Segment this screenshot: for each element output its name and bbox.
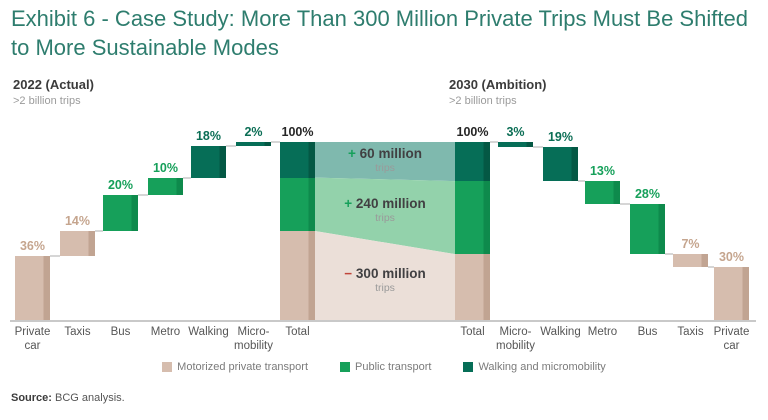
flow-unit: trips bbox=[375, 282, 395, 295]
legend-label: Walking and micromobility bbox=[478, 361, 606, 373]
exhibit-title: Exhibit 6 - Case Study: More Than 300 Million Private Trips Must Be Shifted to More Sustainable Modes bbox=[11, 6, 748, 60]
axis-label-2022-walking: Walking bbox=[188, 326, 229, 338]
right-chart-subtitle: >2 billion trips bbox=[449, 95, 517, 107]
flow-label-motorized bbox=[315, 266, 455, 294]
left-chart-subtitle: >2 billion trips bbox=[13, 95, 81, 107]
x-axis-line bbox=[10, 320, 756, 322]
bar-2022-metro bbox=[148, 178, 183, 196]
value-label-2022-walking: 18% bbox=[195, 128, 222, 143]
connector-line bbox=[226, 145, 236, 147]
value-label-2022-private-car: 36% bbox=[19, 238, 46, 253]
flow-amount bbox=[315, 196, 455, 211]
value-label-2030-taxis: 7% bbox=[681, 237, 700, 252]
value-label-2030-metro: 13% bbox=[589, 164, 616, 179]
axis-label-2022-taxis: Taxis bbox=[64, 326, 91, 338]
walking-swatch bbox=[463, 362, 473, 372]
axis-label-2022-total: Total bbox=[285, 326, 310, 338]
bar-2022-total bbox=[280, 142, 315, 178]
public-swatch bbox=[340, 362, 350, 372]
chart-legend bbox=[0, 361, 768, 373]
flow-label-walking bbox=[315, 146, 455, 174]
flow-sign: + bbox=[348, 145, 360, 161]
bar-2022-private-car bbox=[15, 256, 50, 320]
bar-2030-total bbox=[455, 254, 490, 320]
value-label-2022-taxis: 14% bbox=[64, 214, 91, 228]
legend-label: Public transport bbox=[355, 361, 432, 373]
left-chart-year: 2022 (Actual) bbox=[13, 77, 94, 92]
flow-label-public bbox=[315, 196, 455, 224]
axis-label-2022-private-car: Private car bbox=[14, 326, 51, 352]
connector-line bbox=[665, 253, 673, 255]
bar-2022-taxis bbox=[60, 231, 95, 256]
bar-2022-total bbox=[280, 178, 315, 231]
flow-amount bbox=[315, 266, 455, 281]
source-note bbox=[11, 392, 125, 404]
connector-line bbox=[578, 180, 585, 182]
flow-amount-text: 300 million bbox=[355, 266, 426, 282]
axis-label-2030-bus: Bus bbox=[637, 326, 658, 338]
value-label-2030-total: 100% bbox=[456, 125, 489, 139]
source-text: BCG analysis. bbox=[51, 392, 125, 404]
axis-label-2022-bus: Bus bbox=[110, 326, 131, 338]
legend-item-motorized bbox=[162, 361, 308, 373]
value-label-2030-private-car: 30% bbox=[718, 249, 745, 264]
legend-item-public bbox=[340, 361, 431, 373]
value-label-2030-walking: 19% bbox=[547, 130, 574, 145]
axis-label-2030-private-car: Private car bbox=[713, 326, 750, 352]
motorized-swatch bbox=[162, 362, 172, 372]
flow-amount-text: 60 million bbox=[359, 145, 422, 161]
axis-label-2030-walking: Walking bbox=[540, 326, 581, 338]
bar-2022-total bbox=[280, 231, 315, 320]
flow-sign: − bbox=[344, 266, 356, 282]
axis-label-2022-micro-mobility: Micro- mobility bbox=[234, 326, 273, 352]
connector-line bbox=[183, 177, 191, 179]
axis-label-2022-metro: Metro bbox=[150, 326, 181, 338]
bar-2022-walking bbox=[191, 146, 226, 178]
bar-2030-total bbox=[455, 181, 490, 254]
value-label-2022-bus: 20% bbox=[107, 178, 134, 193]
axis-label-2030-total: Total bbox=[460, 326, 485, 338]
connector-line bbox=[490, 141, 498, 143]
flow-amount bbox=[315, 146, 455, 161]
source-label: Source: bbox=[11, 392, 52, 404]
flow-sign: + bbox=[344, 195, 356, 211]
connector-line bbox=[95, 230, 103, 232]
value-label-2022-metro: 10% bbox=[152, 160, 179, 175]
value-label-2022-total: 100% bbox=[281, 125, 314, 139]
bar-2030-total bbox=[455, 142, 490, 181]
right-chart-year: 2030 (Ambition) bbox=[449, 77, 547, 92]
legend-item-walking bbox=[463, 361, 605, 373]
connector-line bbox=[533, 146, 543, 148]
value-label-2030-bus: 28% bbox=[634, 187, 661, 202]
value-label-2030-micro-mobility: 3% bbox=[506, 125, 525, 139]
connector-line bbox=[271, 141, 280, 143]
bar-2022-bus bbox=[103, 195, 138, 231]
connector-line bbox=[50, 255, 60, 257]
axis-label-2030-metro: Metro bbox=[587, 326, 618, 338]
bar-2022-micro-mobility bbox=[236, 142, 271, 146]
flow-amount-text: 240 million bbox=[355, 195, 426, 211]
legend-label: Motorized private transport bbox=[177, 361, 309, 373]
axis-label-2030-micro-mobility: Micro- mobility bbox=[496, 326, 535, 352]
flow-unit: trips bbox=[375, 161, 395, 174]
flow-unit: trips bbox=[375, 211, 395, 224]
value-label-2022-micro-mobility: 2% bbox=[244, 125, 263, 139]
axis-label-2030-taxis: Taxis bbox=[677, 326, 704, 338]
connector-line bbox=[620, 203, 630, 205]
connector-line bbox=[138, 194, 148, 196]
bar-2030-private-car bbox=[714, 267, 749, 320]
